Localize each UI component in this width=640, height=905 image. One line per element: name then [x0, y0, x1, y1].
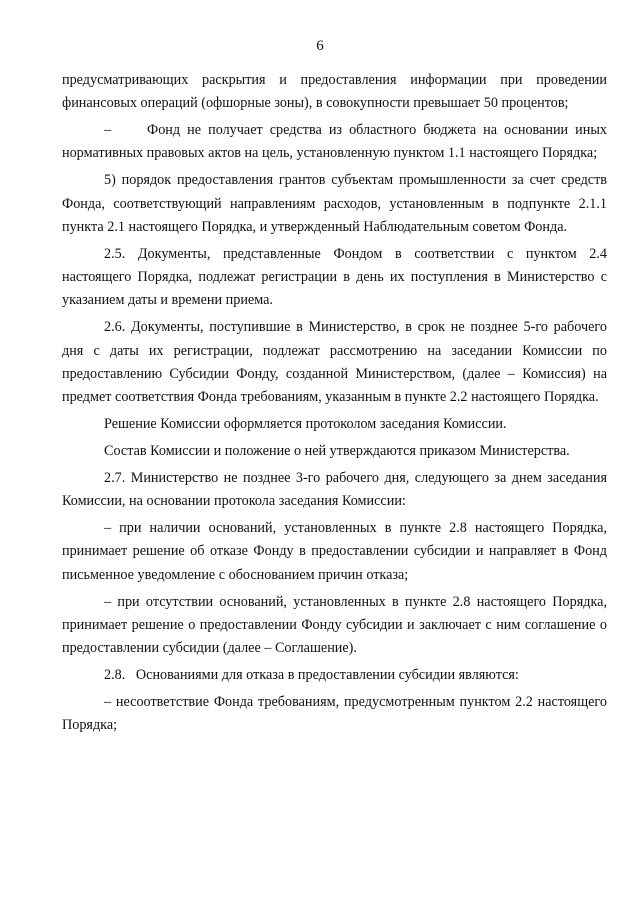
paragraph-4: 2.5. Документы, представленные Фондом в соответствии с пунктом 2.4 настоящего Порядка, подлежат регистрации в день их поступления в Министерство с указанием даты и времени приема.: [62, 245, 607, 309]
paragraph-9: – при наличии оснований, установленных в пункте 2.8 настоящего Порядка, принимает решение об отказе Фонду в предоставлении субсидии и направляет в Фонд письменное уведомление с обоснованием причин отказа;: [62, 520, 607, 583]
paragraph-3: 5) порядок предоставления грантов субъектам промышленности за счет средств Фонда, соответствующий направлениям расходов, установленным в подпункте 2.1.1 пункта 2.1 настоящего Порядка, и утвержденный Наблюдательным советом Фонда.: [62, 172, 607, 235]
paragraph-2-text: Фонд не получает средства из областного бюджета на основании иных нормативных правовых актов на цель, установленную пунктом 1.1 настоящего Порядка;: [62, 122, 607, 162]
paragraph-10: – при отсутствии оснований, установленных в пункте 2.8 настоящего Порядка, принимает решение о предоставлении Фонду субсидии и заключает с ним соглашение о предоставлении субсидии (далее – Соглашение).: [62, 593, 607, 657]
paragraph-2: [62, 119, 607, 166]
paragraph-7: Состав Комиссии и положение о ней утверждаются приказом Министерства.: [104, 443, 570, 460]
paragraph-6: Решение Комиссии оформляется протоколом заседания Комиссии.: [104, 416, 507, 433]
paragraph-5: 2.6. Документы, поступившие в Министерство, в срок не позднее 5-го рабочего дня с даты их регистрации, подлежат рассмотрению на заседании Комиссии по предоставлению Субсидии Фонду, созданной Министерством, (далее – Комиссия) на предмет соответствия Фонда требованиям, указанным в пункте 2.2 настоящего Порядка.: [62, 319, 607, 406]
paragraph-12: – несоответствие Фонда требованиям, предусмотренным пунктом 2.2 настоящего Порядка;: [62, 693, 607, 734]
paragraph-8: 2.7. Министерство не позднее 3-го рабочего дня, следующего за днем заседания Комиссии, на основании протокола заседания Комиссии:: [62, 469, 607, 510]
page-number: 6: [316, 38, 324, 54]
list-dash: –: [104, 122, 112, 139]
paragraph-1: предусматривающих раскрытия и предоставления информации при проведении финансовых операций (офшорные зоны), в совокупности превышает 50 процентов;: [62, 72, 607, 112]
document-body: [62, 69, 607, 741]
paragraph-11: 2.8. Основаниями для отказа в предоставлении субсидии являются:: [104, 667, 519, 684]
